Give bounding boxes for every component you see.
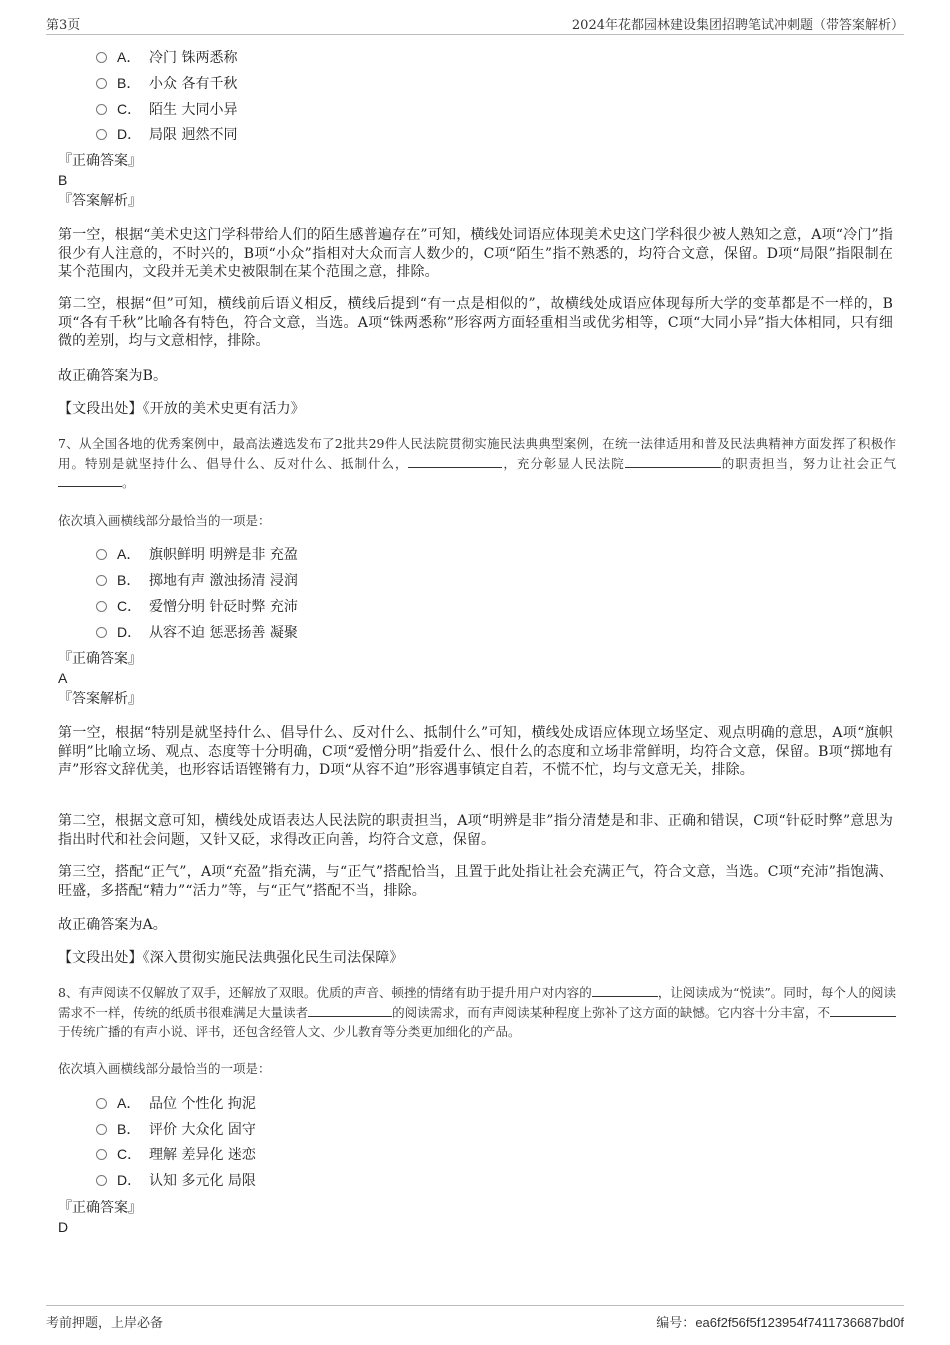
q6-analysis-conclusion: 故正确答案为B。 <box>58 368 168 384</box>
blank-1 <box>592 984 658 997</box>
page-footer <box>46 1305 904 1331</box>
q6-analysis-p2: 第二空，根据“但”可知，横线前后语义相反，横线后提到“有一点是相似的”，故横线处成语应体现每所大学的变革都是不一样的，B项“各有千秋”比喻各有特色，符合文意，当选。A项“铢两悉称”形容两方面轻重相当或优劣相等，C项“大同小异”指大体相同，只有细微的差别，均与文意相悖，排除。 <box>58 296 893 349</box>
option-text: 理解 差异化 迷恋 <box>149 1147 256 1163</box>
option-text: 局限 迥然不同 <box>149 127 238 143</box>
q7-analysis-p1: 第一空，根据“特别是就坚持什么、倡导什么、反对什么、抵制什么”可知，横线处成语应体现立场坚定、观点明确的意思，A项“旗帜鲜明”比喻立场、观点、态度等十分明确，C项“爱憎分明”指爱什么、恨什么的态度和立场非常鲜明，均符合文意，保留。B项“掷地有声”形容文辞优美，也形容话语铿锵有力，D项“从容不迫”形容遇事镇定自若，不慌不忙，均与文意无关，排除。 <box>58 725 893 778</box>
option-text: 评价 大众化 固守 <box>149 1122 256 1138</box>
footer-slogan: 考前押题，上岸必备 <box>46 1316 164 1331</box>
q7-analysis-p2: 第二空，根据文意可知，横线处成语表达人民法院的职责担当，A项“明辨是非”指分清楚是和非、正确和错误，C项“针砭时弊”意思为指出时代和社会问题，又针又砭，求得改正向善，均符合文意，保留。 <box>58 813 893 848</box>
q8-stem: 8、有声阅读不仅解放了双手，还解放了双眼。优质的声音、顿挫的情绪有助于提升用户对内容的 ，让阅读成为“悦读”。同时，每个人的阅读需求不一样，传统的纸质书很难满足大量读者 的阅读需求，而有声阅读某种程度上弥补了这方面的缺憾。它内容十分丰富，不于传统广播的有声小说、评书，还包含经管人文、少儿教育等分类更加细化的产品。 <box>58 985 896 1039</box>
radio-icon[interactable] <box>96 104 107 115</box>
page-header <box>46 12 904 35</box>
option-text: 冷门 铢两悉称 <box>149 50 238 66</box>
radio-icon[interactable] <box>96 1098 107 1109</box>
radio-icon[interactable] <box>96 627 107 638</box>
option-text: 品位 个性化 拘泥 <box>149 1096 256 1112</box>
option-text: 小众 各有千秋 <box>149 76 238 92</box>
q8-option-c[interactable]: C． 理解 差异化 迷恋 <box>96 1144 256 1164</box>
q8-option-d[interactable]: D． 认知 多元化 局限 <box>96 1170 256 1190</box>
radio-icon[interactable] <box>96 601 107 612</box>
radio-icon[interactable] <box>96 52 107 63</box>
radio-icon[interactable] <box>96 549 107 560</box>
option-text: 旗帜鲜明 明辨是非 充盈 <box>149 547 298 563</box>
q8-option-b[interactable]: B． 评价 大众化 固守 <box>96 1119 256 1139</box>
document-title: 2024年花都园林建设集团招聘笔试冲刺题（带答案解析） <box>571 18 904 33</box>
option-text: 陌生 大同小异 <box>149 102 238 118</box>
q6-answer: B <box>58 172 68 188</box>
q7-instruction: 依次填入画横线部分最恰当的一项是： <box>58 513 271 528</box>
radio-icon[interactable] <box>96 1149 107 1160</box>
option-text: 掷地有声 激浊扬清 浸润 <box>149 573 298 589</box>
q6-option-c[interactable]: C． 陌生 大同小异 <box>96 99 237 119</box>
q6-option-d[interactable]: D． 局限 迥然不同 <box>96 124 237 144</box>
q7-option-d[interactable]: D． 从容不迫 惩恶扬善 凝聚 <box>96 622 298 642</box>
radio-icon[interactable] <box>96 575 107 586</box>
radio-icon[interactable] <box>96 129 107 140</box>
q6-analysis-heading: 『答案解析』 <box>58 193 142 209</box>
blank-3 <box>830 1004 896 1017</box>
option-text: 认知 多元化 局限 <box>149 1173 256 1189</box>
q8-answer: D <box>58 1219 69 1235</box>
q7-option-c[interactable]: C． 爱憎分明 针砭时弊 充沛 <box>96 596 298 616</box>
q6-source: 【文段出处】《开放的美术史更有活力》 <box>58 401 305 417</box>
option-text: 从容不迫 惩恶扬善 凝聚 <box>149 625 298 641</box>
q6-analysis-p1: 第一空，根据“美术史这门学科带给人们的陌生感普遍存在”可知，横线处词语应体现美术史这门学科很少被人熟知之意，A项“冷门”指很少有人注意的，不时兴的，B项“小众”指相对大众而言人数少的，C项“陌生”指不熟悉的，均符合文意，保留。D项“局限”指限制在某个范围内，文段并无美术史被限制在某个范围之意，排除。 <box>58 227 893 280</box>
option-text: 爱憎分明 针砭时弊 充沛 <box>149 599 298 615</box>
q6-option-b[interactable]: B． 小众 各有千秋 <box>96 73 237 93</box>
q7-analysis-heading: 『答案解析』 <box>58 691 142 707</box>
radio-icon[interactable] <box>96 1175 107 1186</box>
blank-2 <box>625 455 721 468</box>
q7-source: 【文段出处】《深入贯彻实施民法典强化民生司法保障》 <box>58 950 404 966</box>
q7-analysis-conclusion: 故正确答案为A。 <box>58 917 167 933</box>
blank-2 <box>308 1004 392 1017</box>
q8-option-a[interactable]: A． 品位 个性化 拘泥 <box>96 1093 256 1113</box>
q7-answer-heading: 『正确答案』 <box>58 651 142 667</box>
q8-instruction: 依次填入画横线部分最恰当的一项是： <box>58 1061 271 1076</box>
radio-icon[interactable] <box>96 78 107 89</box>
q7-option-a[interactable]: A． 旗帜鲜明 明辨是非 充盈 <box>96 544 298 564</box>
document-code: 编号：ea6f2f56f5f123954f7411736687bd0f <box>656 1315 904 1331</box>
q7-answer: A <box>58 670 68 686</box>
q6-answer-heading: 『正确答案』 <box>58 153 142 169</box>
q6-option-a[interactable]: A． 冷门 铢两悉称 <box>96 47 237 67</box>
q7-stem: 7、从全国各地的优秀案例中，最高法遴选发布了2批共29件人民法院贯彻实施民法典典型案例，在统一法律适用和普及民法典精神方面发挥了积极作用。特别是就坚持什么、倡导什么、反对什么、抵制什么， ，充分彰显人民法院 的职责担当，努力让社会正气。 <box>58 436 896 490</box>
q8-answer-heading: 『正确答案』 <box>58 1200 142 1216</box>
page-number: 第3页 <box>46 18 81 33</box>
blank-3 <box>58 474 122 487</box>
radio-icon[interactable] <box>96 1124 107 1135</box>
q7-analysis-p3: 第三空，搭配“正气”，A项“充盈”指充满，与“正气”搭配恰当，且置于此处指让社会充满正气，符合文意，当选。C项“充沛”指饱满、旺盛，多搭配“精力”“活力”等，与“正气”搭配不当，排除。 <box>58 864 893 899</box>
blank-1 <box>408 455 502 468</box>
q7-option-b[interactable]: B． 掷地有声 激浊扬清 浸润 <box>96 570 298 590</box>
